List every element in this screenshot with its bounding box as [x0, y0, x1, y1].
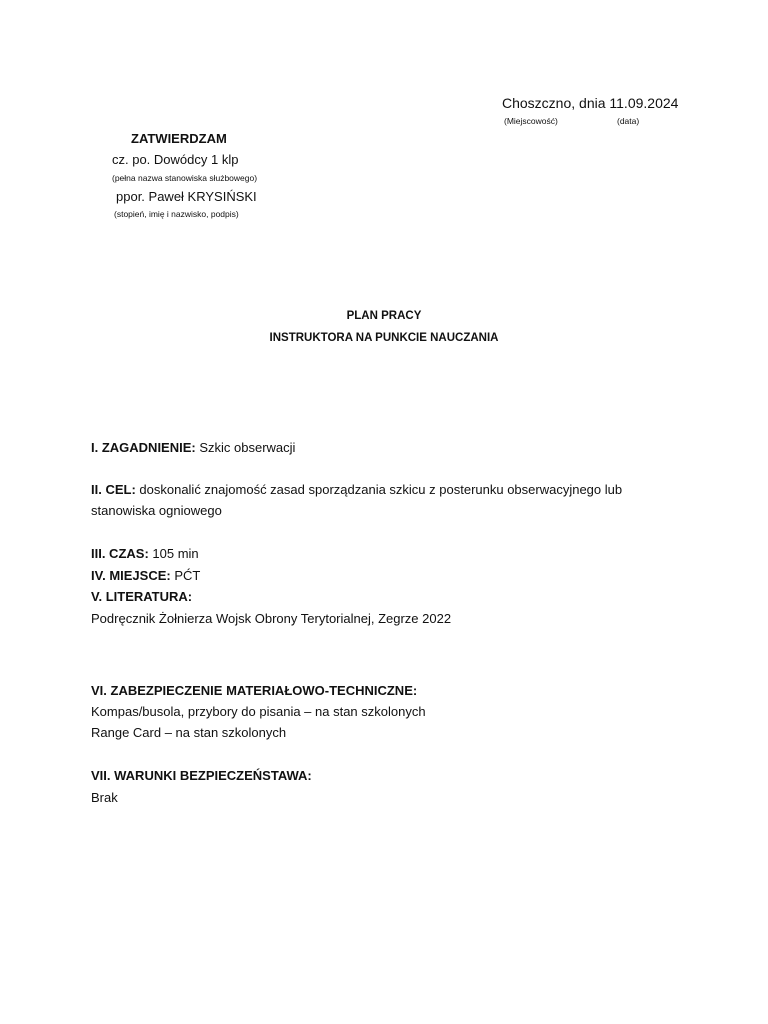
section-warunki [91, 765, 312, 786]
section-warunki-value: Brak [91, 790, 118, 805]
place-date: Choszczno, dnia 11.09.2024 [502, 95, 679, 111]
section-zagadnienie [91, 437, 295, 458]
section-value: doskonalić znajomość zasad sporządzania szkicu z posterunku obserwacyjnego lub [135, 482, 623, 497]
section-literatura-value: Podręcznik Żołnierza Wojsk Obrony Terytorialnej, Zegrze 2022 [91, 611, 452, 626]
section-zabezpieczenie [91, 680, 417, 701]
approval-position: cz. po. Dowódcy 1 klp [112, 152, 239, 167]
section-label: III. CZAS: [91, 546, 149, 561]
approval-name: ppor. Paweł KRYSIŃSKI [116, 189, 257, 204]
section-label: V. LITERATURA: [91, 589, 193, 604]
section-label: IV. MIEJSCE: [91, 568, 171, 583]
section-label: II. CEL: [91, 482, 136, 497]
date-label: (data) [617, 116, 640, 126]
zabezpieczenie-item: Range Card – na stan szkolonych [91, 725, 287, 740]
section-literatura [91, 586, 192, 607]
zabezpieczenie-item: Kompas/busola, przybory do pisania – na stan szkolonych [91, 704, 426, 719]
section-label: VI. ZABEZPIECZENIE MATERIAŁOWO-TECHNICZNE: [91, 683, 418, 698]
document-title-line2: INSTRUKTORA NA PUNKCIE NAUCZANIA [269, 332, 499, 344]
approval-name-label: (stopień, imię i nazwisko, podpis) [114, 209, 239, 219]
section-cel [91, 479, 622, 500]
section-value: Szkic obserwacji [195, 440, 296, 455]
document-title-line1: PLAN PRACY [346, 310, 422, 322]
section-miejsce [91, 565, 200, 586]
section-czas [91, 543, 199, 564]
section-label: VII. WARUNKI BEZPIECZEŃSTAWA: [91, 768, 312, 783]
approval-position-label: (pełna nazwa stanowiska służbowego) [112, 173, 258, 183]
place-label: (Miejscowość) [504, 116, 558, 126]
section-label: I. ZAGADNIENIE: [91, 440, 196, 455]
section-value: PĆT [170, 568, 201, 583]
section-value: 105 min [148, 546, 199, 561]
section-cel-continued: stanowiska ogniowego [91, 503, 222, 518]
approval-title: ZATWIERDZAM [131, 131, 227, 146]
